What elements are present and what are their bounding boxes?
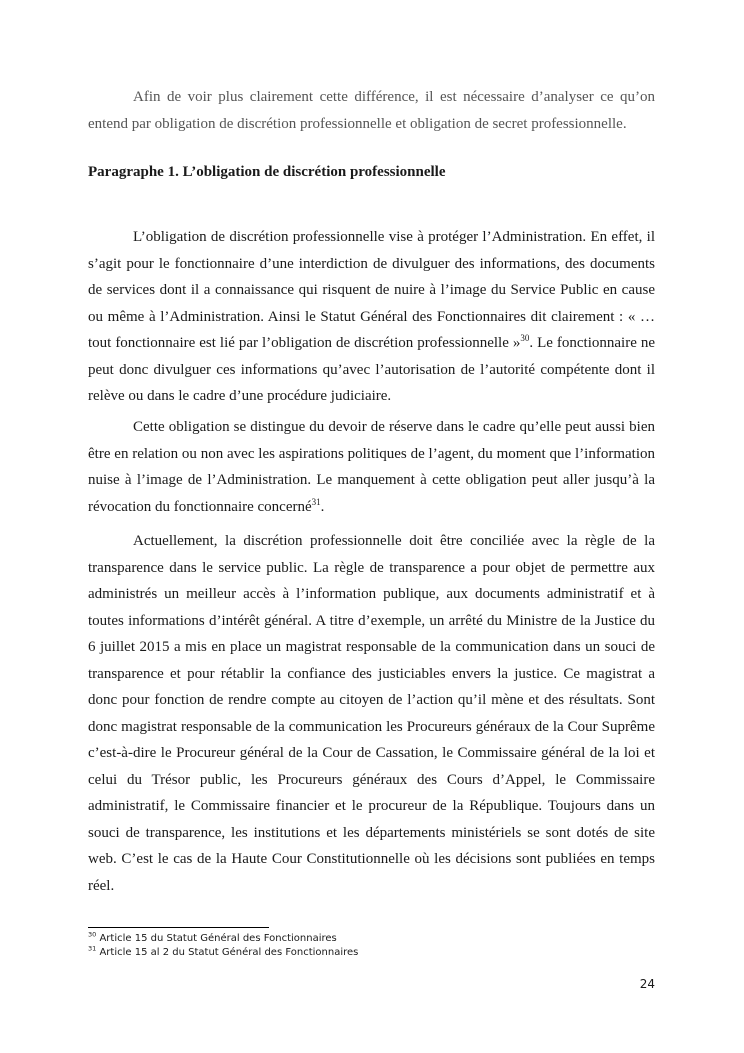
footnote-30 (88, 932, 337, 945)
footnote-text: Article 15 du Statut Général des Fonctionnaires (99, 933, 337, 944)
paragraph-text: Cette obligation se distingue du devoir de réserve dans le cadre qu’elle peut aussi bien être en relation ou non avec les aspirations politiques de l’agent, du moment que l’information nuise à l’image de l’Administration. Le manquement à cette obligation peut aller jusqu’à la révocation du fonctionnaire concerné (88, 419, 655, 515)
footnote-number: 31 (88, 944, 97, 953)
footnote-number: 30 (88, 930, 97, 939)
footnote-text: Article 15 al 2 du Statut Général des Fonctionnaires (99, 947, 359, 958)
footnote-ref-30[interactable]: 30 (520, 333, 530, 343)
paragraph-devoir-reserve (88, 414, 655, 520)
page-number: 24 (639, 977, 655, 991)
paragraph-transparence: Actuellement, la discrétion professionnelle doit être conciliée avec la règle de la transparence dans le service public. La règle de transparence a pour objet de permettre aux administrés un meilleur accès à l’information publique, aux documents administratif et à toutes informations d’intérêt général. A titre d’exemple, un arrêté du Ministre de la Justice du 6 juillet 2015 a mis en place un magistrat responsable de la communication dans un souci de transparence et pour rétablir la confiance des justiciables envers la justice. Ce magistrat a donc pour fonction de rendre compte au citoyen de l’action qu’il mène et des résultats. Sont donc magistrat responsable de la communication les Procureurs généraux de la Cour Suprême c’est-à-dire le Procureur général de la Cour de Cassation, le Commissaire général de la loi et celui du Trésor public, les Procureurs généraux des Cours d’Appel, le Commissaire administratif, le Commissaire financier et le procureur de la République. Toujours dans un souci de transparence, les institutions et les départements ministériels se sont dotés de site web. C’est le cas de la Haute Cour Constitutionnelle où les décisions sont publiées en temps réel. (88, 533, 655, 894)
paragraph-discretion-definition (88, 224, 655, 410)
paragraph-text: L’obligation de discrétion professionnelle vise à protéger l’Administration. En effet, il s’agit pour le fonctionnaire d’une interdiction de divulguer des informations, des documents de services dont il a connaissance qui risquent de nuire à l’image du Service Public en cause ou même à l’Administration. Ainsi le Statut Général des Fonctionnaires dit clairement : « … tout fonctionnaire est lié par l’obligation de discrétion professionnelle » (88, 229, 655, 351)
paragraph-text: . Le fonctionnaire ne peut donc divulguer ces informations qu’avec l’autorisation de l’autorité compétente dont il relève ou dans le cadre d’une procédure judiciaire. (88, 335, 655, 404)
footnote-ref-31[interactable]: 31 (311, 496, 321, 507)
intro-paragraph: Afin de voir plus clairement cette différence, il est nécessaire d’analyser ce qu’on entend par obligation de discrétion professionnelle et obligation de secret professionnelle. (88, 89, 655, 132)
section-heading: Paragraphe 1. L’obligation de discrétion professionnelle (88, 164, 446, 180)
footnote-31 (88, 946, 358, 959)
footnote-separator (88, 927, 269, 928)
paragraph-text: . (320, 498, 325, 515)
